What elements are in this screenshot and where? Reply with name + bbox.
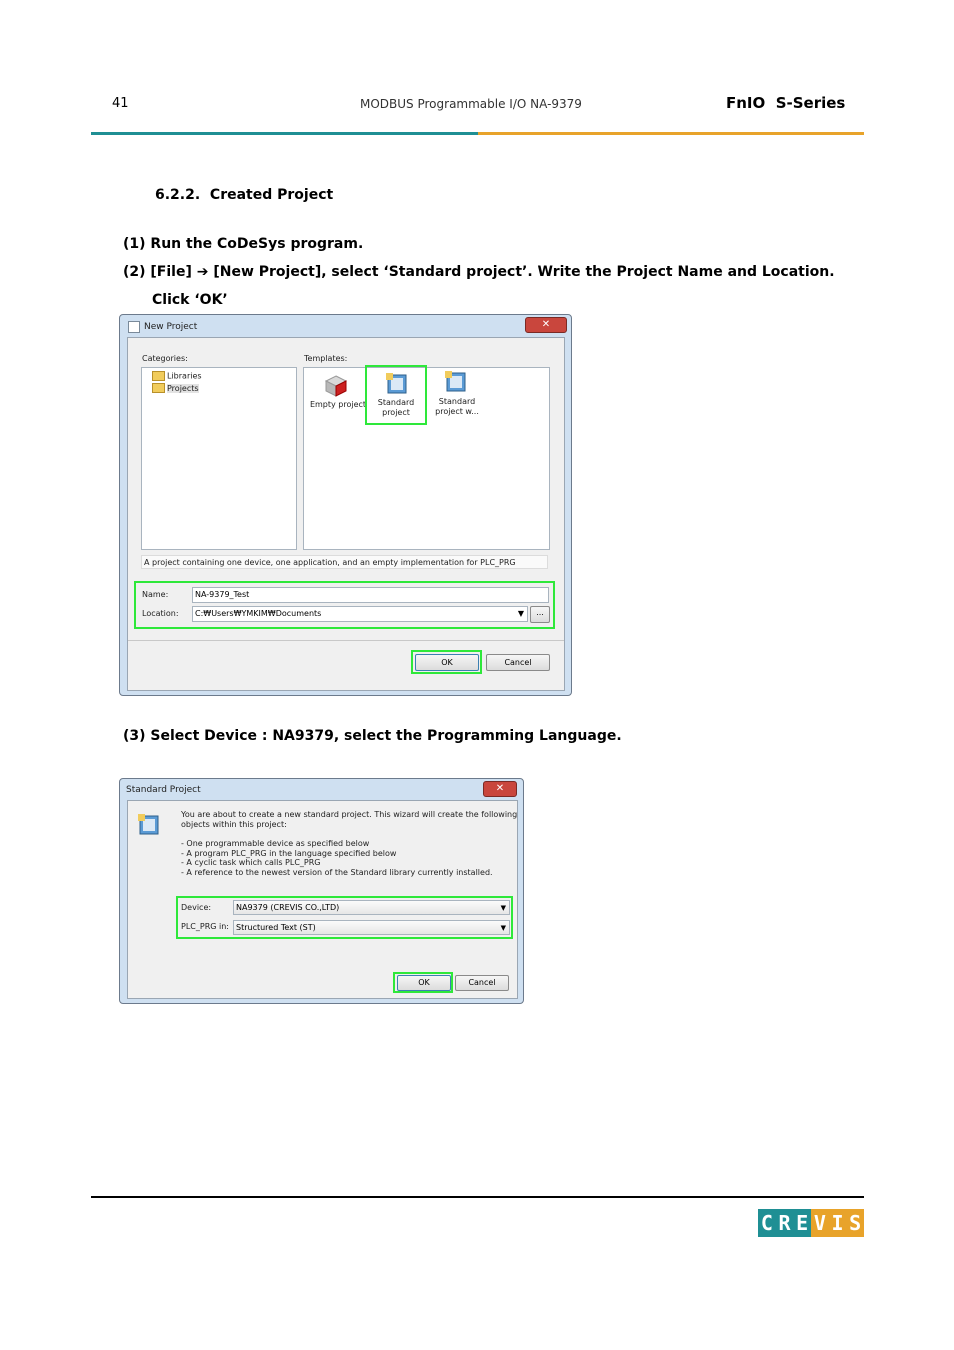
device-value: NA9379 (CREVIS CO.,LTD) — [236, 903, 340, 912]
header-rule-gold — [478, 132, 864, 135]
bullet-item: - A program PLC_PRG in the language specified below — [181, 849, 397, 858]
new-project-dialog — [119, 314, 572, 696]
new-project-icon — [128, 321, 140, 333]
standard-project-icon — [385, 372, 409, 396]
bullet-item: - A reference to the newest version of the Standard library currently installed. — [181, 868, 493, 877]
footer-rule — [91, 1196, 864, 1198]
template-label: Standard — [438, 397, 476, 406]
ok-button[interactable]: OK — [397, 975, 451, 991]
step-2: (2) [File] ➔ [New Project], select ‘Standard project’. Write the Project Name and Location. — [123, 264, 835, 280]
logo-letter: I — [829, 1209, 847, 1237]
templates-panel — [303, 367, 550, 550]
divider — [128, 640, 564, 641]
cancel-button[interactable]: Cancel — [486, 654, 550, 671]
categories-label: Categories: — [142, 354, 188, 363]
plc-prg-select[interactable] — [233, 920, 510, 935]
intro-text: objects within this project: — [181, 820, 287, 829]
tree-item-label: Libraries — [167, 371, 202, 381]
bullet-item: - One programmable device as specified below — [181, 839, 370, 848]
tree-item-projects[interactable] — [152, 383, 199, 393]
document-title: MODBUS Programmable I/O NA-9379 — [360, 97, 582, 111]
section-title: 6.2.2. Created Project — [155, 187, 334, 203]
template-empty-project[interactable] — [306, 372, 366, 426]
logo-letter: E — [793, 1209, 811, 1237]
standard-project-icon — [444, 370, 468, 394]
folder-icon — [152, 383, 165, 393]
plc-prg-label: PLC_PRG in: — [181, 922, 229, 931]
location-label: Location: — [142, 609, 179, 618]
template-standard-project-w[interactable] — [428, 370, 488, 424]
step-1: (1) Run the CoDeSys program. — [123, 236, 364, 252]
chevron-down-icon[interactable]: ▼ — [500, 904, 506, 912]
ok-button[interactable]: OK — [415, 654, 479, 671]
logo-letter: S — [846, 1209, 864, 1237]
template-label: Empty project — [309, 400, 367, 409]
standard-project-icon — [137, 813, 161, 837]
step-2-continued: Click ‘OK’ — [152, 292, 228, 308]
logo-letter: C — [758, 1209, 776, 1237]
chevron-down-icon[interactable]: ▼ — [500, 924, 506, 932]
tree-item-libraries[interactable] — [152, 371, 202, 381]
series-name: FnIO S-Series — [726, 94, 846, 112]
cancel-button[interactable]: Cancel — [455, 975, 509, 991]
template-standard-project[interactable] — [365, 365, 427, 425]
logo-letter: V — [811, 1209, 829, 1237]
name-label: Name: — [142, 590, 169, 599]
tree-item-label: Projects — [167, 383, 199, 393]
dialog-title: Standard Project — [126, 785, 201, 795]
close-button[interactable]: ✕ — [483, 781, 517, 797]
template-label: Standard — [377, 398, 415, 407]
chevron-down-icon[interactable]: ▼ — [517, 609, 524, 618]
categories-tree — [141, 367, 297, 550]
template-label: project w... — [435, 407, 479, 416]
page-number: 41 — [112, 96, 129, 111]
device-select[interactable] — [233, 900, 510, 915]
close-button[interactable]: ✕ — [525, 317, 567, 333]
browse-button[interactable]: ... — [530, 606, 550, 623]
location-input[interactable] — [192, 606, 528, 622]
header-rule-teal — [91, 132, 478, 135]
dialog-title: New Project — [144, 322, 198, 332]
location-value: C:₩Users₩YMKIM₩Documents — [195, 609, 322, 618]
templates-label: Templates: — [304, 354, 348, 363]
plc-prg-value: Structured Text (ST) — [236, 923, 316, 932]
step-3: (3) Select Device : NA9379, select the Programming Language. — [123, 728, 622, 744]
crevis-logo — [758, 1209, 864, 1237]
dialog-client-area — [127, 337, 565, 691]
dialog-client-area — [127, 800, 518, 999]
logo-letter: R — [776, 1209, 794, 1237]
name-input[interactable]: NA-9379_Test — [192, 587, 549, 603]
intro-text: You are about to create a new standard project. This wizard will create the following — [181, 810, 518, 819]
cube-icon — [324, 374, 348, 398]
folder-icon — [152, 371, 165, 381]
bullet-item: - A cyclic task which calls PLC_PRG — [181, 858, 321, 867]
device-label: Device: — [181, 903, 212, 912]
standard-project-dialog — [119, 778, 524, 1004]
template-description: A project containing one device, one application, and an empty implementation for PLC_PRG — [141, 555, 548, 569]
template-label: project — [382, 408, 410, 417]
